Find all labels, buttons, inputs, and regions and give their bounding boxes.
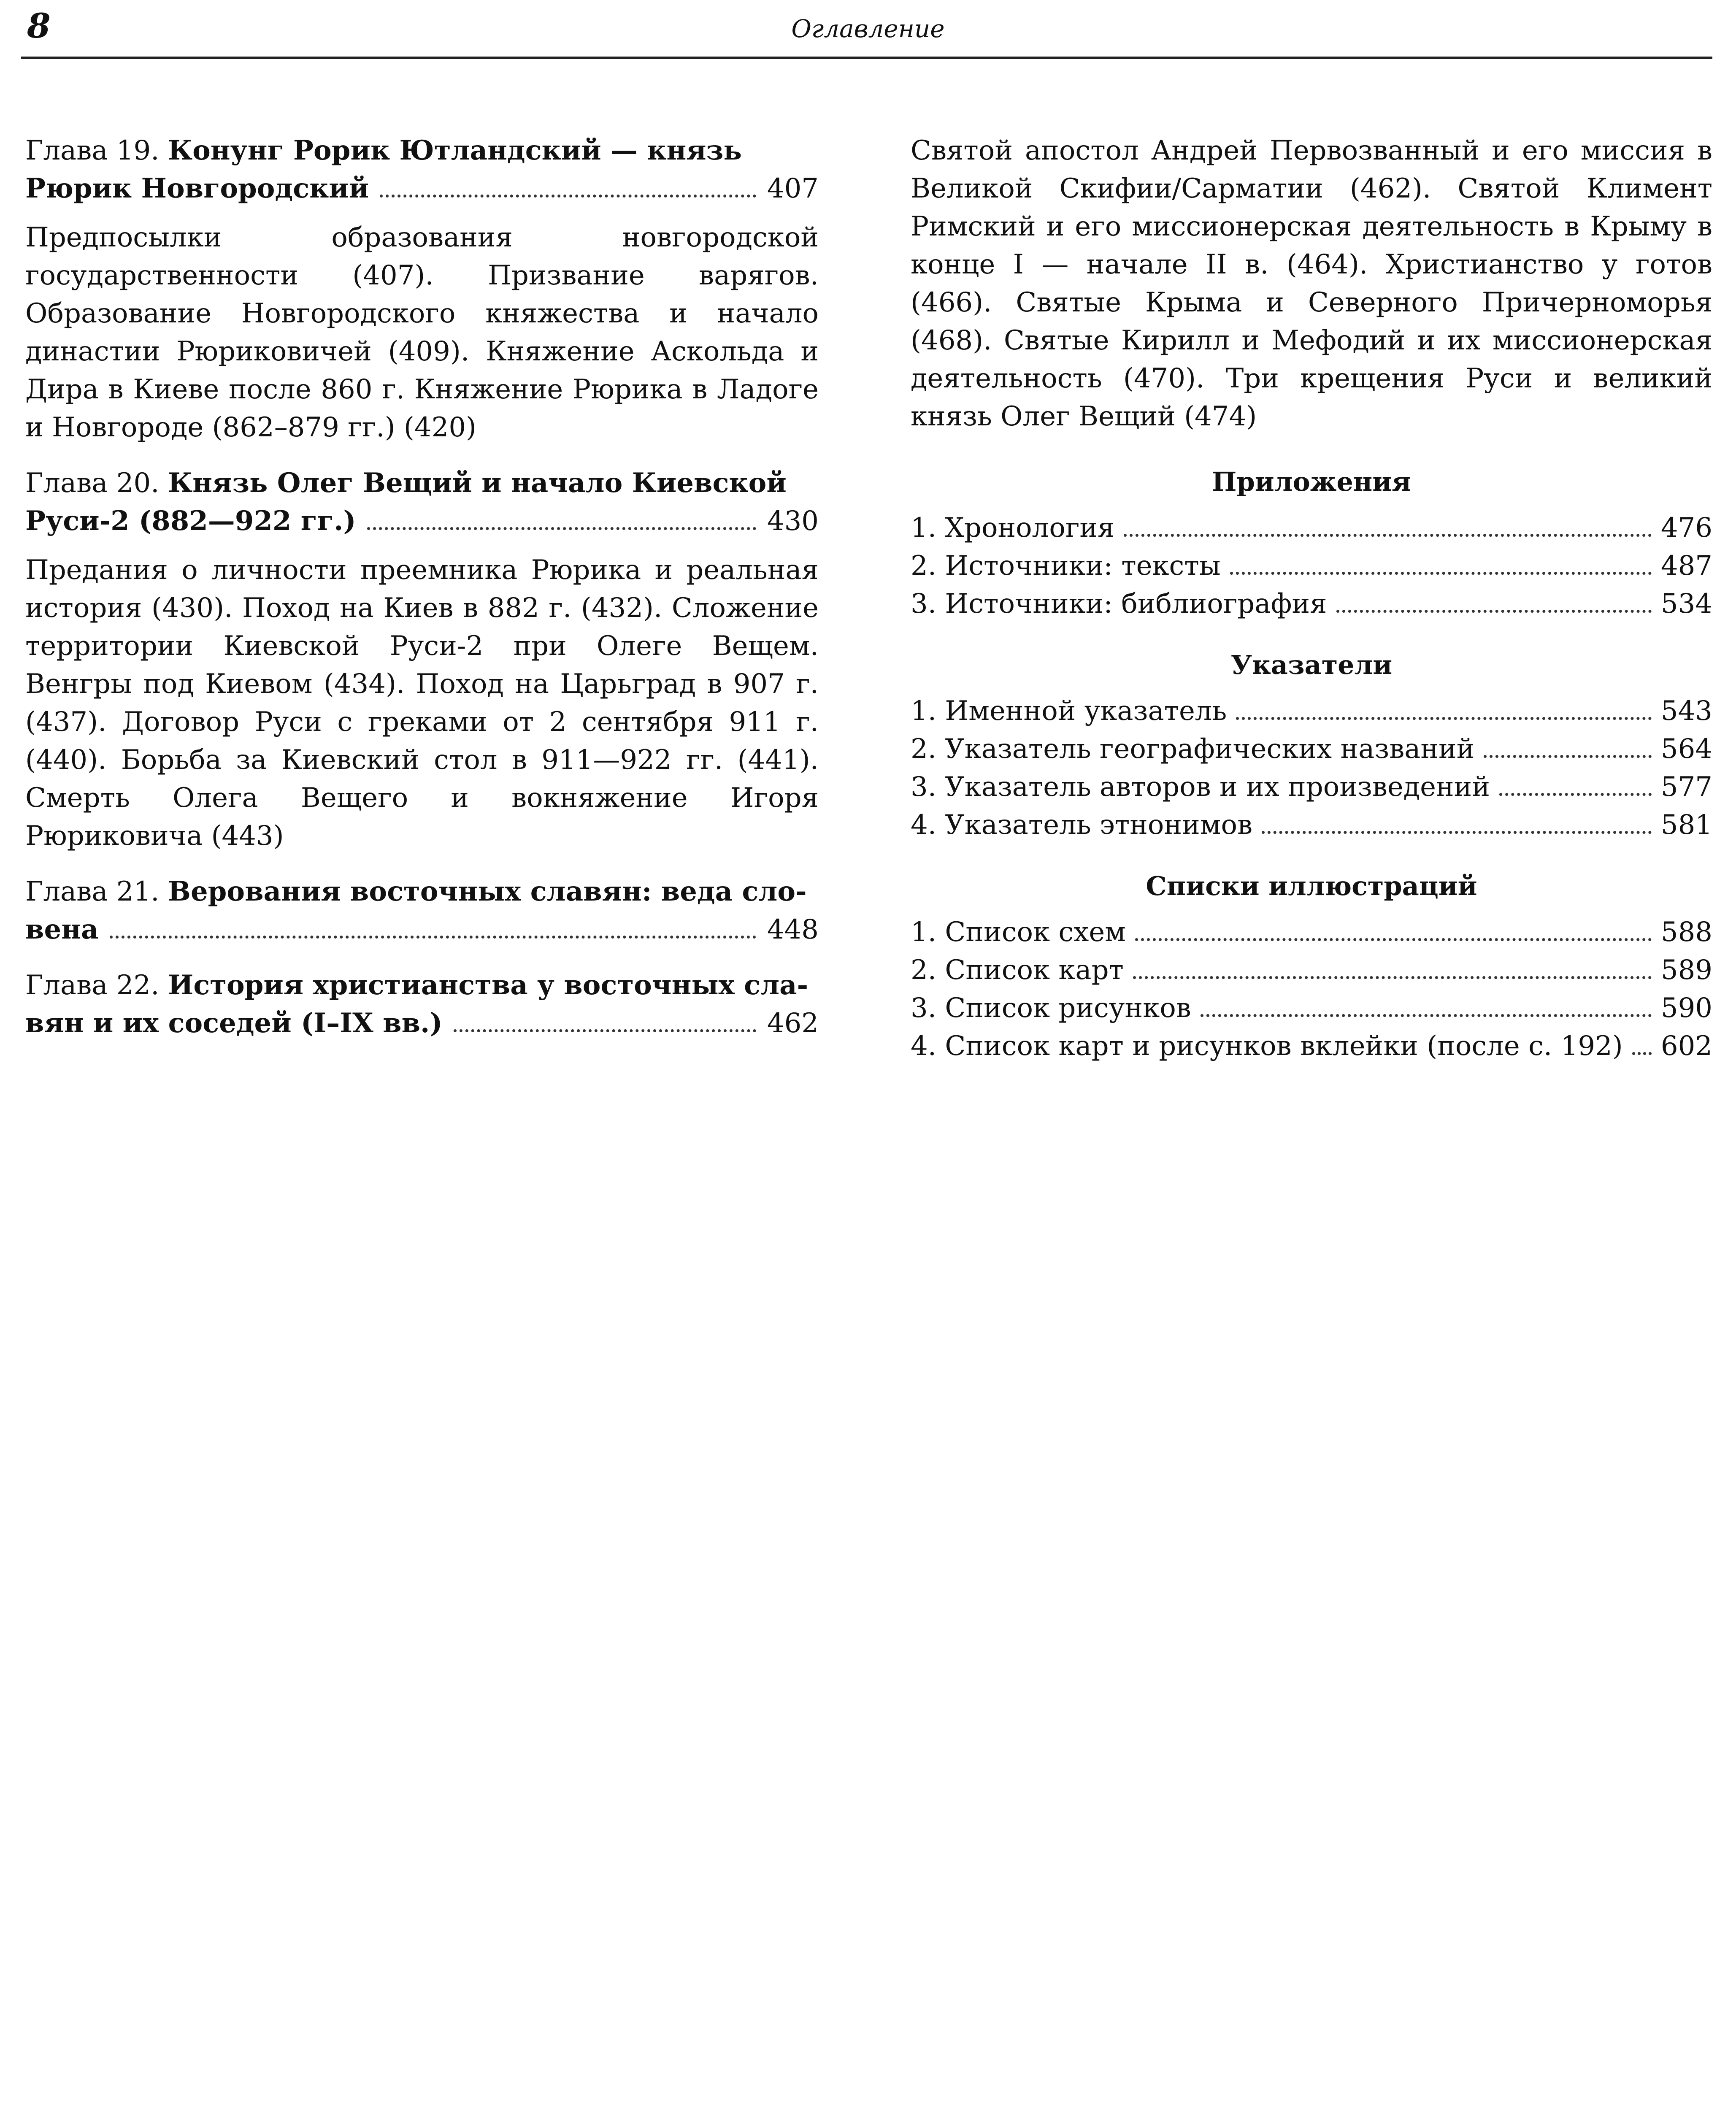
chapter-title[interactable] xyxy=(25,873,819,911)
dot-leader xyxy=(1133,976,1652,979)
toc-item-label: 1. Именной указатель xyxy=(911,695,1227,727)
chapter-name-cont: Руси-2 (882—922 гг.) xyxy=(25,505,356,537)
chapter-name: Князь Олег Вещий и начало Киевской xyxy=(168,467,787,499)
chapter-name: Верования восточных славян: веда сло- xyxy=(168,876,807,907)
toc-item[interactable] xyxy=(911,509,1712,547)
dot-leader xyxy=(1135,938,1652,941)
toc-item[interactable] xyxy=(911,989,1712,1027)
toc-item-label: 3. Список рисунков xyxy=(911,993,1191,1024)
chapter-title-last-line[interactable] xyxy=(25,911,819,949)
dot-leader xyxy=(1201,1014,1652,1017)
chapter-description: Предпосылки образования новгородской государственности (407). Призвание варягов. Образование Новгородского княжества и начало династии Рюриковичей (409). Княжение Аскольда и Дира в Киеве после 860 г. Княжение Рюрика в Ладоге и Новгороде (862–879 гг.) (420) xyxy=(25,222,819,443)
page-ref: 590 xyxy=(1660,993,1712,1024)
toc-item[interactable] xyxy=(911,1027,1712,1065)
dot-leader xyxy=(1230,572,1652,575)
chapter-title[interactable] xyxy=(25,966,819,1004)
section-indexes xyxy=(911,648,1712,844)
dot-leader xyxy=(367,527,756,530)
toc-item[interactable] xyxy=(911,768,1712,806)
toc-item-label: 2. Источники: тексты xyxy=(911,550,1221,582)
toc-list xyxy=(911,509,1712,623)
page-number: 8 xyxy=(27,6,51,46)
section-heading: Списки иллюстраций xyxy=(1146,871,1477,901)
page-ref: 407 xyxy=(767,173,819,204)
toc-item-label: 2. Список карт xyxy=(911,955,1124,986)
chapter-name-cont: Рюрик Новгородский xyxy=(25,173,369,204)
toc-item-label: 3. Указатель авторов и их произведений xyxy=(911,771,1490,803)
left-column xyxy=(25,132,819,1060)
toc-item[interactable] xyxy=(911,547,1712,585)
chapter-title[interactable] xyxy=(25,464,819,502)
chapter-label: Глава 22. xyxy=(25,970,160,1001)
dot-leader xyxy=(1236,717,1651,720)
page-ref: 448 xyxy=(767,914,819,945)
section-heading: Указатели xyxy=(1230,649,1393,680)
page-ref: 487 xyxy=(1660,550,1712,582)
dot-leader xyxy=(380,195,756,197)
page-ref: 430 xyxy=(767,506,819,537)
toc-item[interactable] xyxy=(911,730,1712,768)
chapter-22 xyxy=(25,966,819,1042)
toc-item-label: 4. Указатель этнонимов xyxy=(911,809,1253,841)
page-ref: 589 xyxy=(1660,955,1712,986)
chapter-name-cont: вена xyxy=(25,914,99,945)
chapter-name-cont: вян и их соседей (I–IX вв.) xyxy=(25,1007,443,1039)
page-ref: 476 xyxy=(1660,512,1712,544)
dot-leader xyxy=(454,1029,756,1032)
section-illustrations xyxy=(911,869,1712,1065)
page-ref: 581 xyxy=(1660,809,1712,841)
page-ref: 577 xyxy=(1660,771,1712,803)
chapter-name: История христианства у восточных сла- xyxy=(168,969,809,1001)
section-appendices xyxy=(911,465,1712,623)
chapter-21 xyxy=(25,873,819,949)
page-ref: 602 xyxy=(1660,1031,1712,1062)
dot-leader xyxy=(1632,1052,1652,1055)
section-heading: Приложения xyxy=(1211,466,1412,497)
chapter-name: Конунг Рорик Ютландский — князь xyxy=(168,135,742,166)
chapter-label: Глава 19. xyxy=(25,135,160,166)
running-title: Оглавление xyxy=(791,14,945,43)
chapter-label: Глава 20. xyxy=(25,468,160,499)
chapter-title-last-line[interactable] xyxy=(25,502,819,540)
chapter-22-description: Святой апостол Андрей Первозванный и его миссия в Великой Скифии/Сарматии (462). Святой Климент Римский и его миссионерская деятельность в Крыму в конце I — начале II в. (464). Христианство у готов (466). Святые Крыма и Северного Причерноморья (468). Святые Кирилл и Мефодий и их миссионерская деятельность (470). Три крещения Руси и великий князь Олег Вещий (474) xyxy=(911,135,1712,432)
toc-item[interactable] xyxy=(911,806,1712,844)
page-header xyxy=(24,6,1712,48)
toc-item[interactable] xyxy=(911,913,1712,951)
chapter-title[interactable] xyxy=(25,132,819,170)
toc-item[interactable] xyxy=(911,585,1712,623)
chapter-label: Глава 21. xyxy=(25,876,160,907)
header-rule xyxy=(21,57,1712,59)
toc-item-label: 3. Источники: библиография xyxy=(911,588,1327,619)
toc-list xyxy=(911,913,1712,1065)
chapter-title-last-line[interactable] xyxy=(25,1004,819,1042)
dot-leader xyxy=(110,936,756,939)
toc-list xyxy=(911,692,1712,844)
right-column xyxy=(911,132,1712,1090)
toc-item-label: 2. Указатель географических названий xyxy=(911,733,1475,765)
toc-item-label: 1. Хронология xyxy=(911,512,1115,544)
dot-leader xyxy=(1262,831,1652,834)
chapter-19 xyxy=(25,132,819,446)
toc-item-label: 4. Список карт и рисунков вклейки (после с. 192) xyxy=(911,1031,1623,1062)
toc-item[interactable] xyxy=(911,692,1712,730)
page-ref: 534 xyxy=(1660,588,1712,619)
chapter-description: Предания о личности преемника Рюрика и реальная история (430). Поход на Киев в 882 г. (432). Сложение территории Киевской Руси-2 при Олеге Вещем. Венгры под Киевом (434). Поход на Царьград в 907 г. (437). Договор Руси с греками от 2 сентября 911 г. (440). Борьба за Киевский стол в 911—922 гг. (441). Смерть Олега Вещего и вокняжение Игоря Рюриковича (443) xyxy=(25,555,819,852)
chapter-20 xyxy=(25,464,819,855)
page-ref: 588 xyxy=(1660,917,1712,948)
dot-leader xyxy=(1484,755,1652,758)
page-ref: 564 xyxy=(1660,733,1712,765)
toc-item[interactable] xyxy=(911,951,1712,989)
dot-leader xyxy=(1124,534,1651,537)
chapter-title-last-line[interactable] xyxy=(25,170,819,208)
page-ref: 543 xyxy=(1660,695,1712,727)
page-ref: 462 xyxy=(767,1008,819,1039)
toc-item-label: 1. Список схем xyxy=(911,917,1126,948)
dot-leader xyxy=(1499,793,1652,796)
dot-leader xyxy=(1336,610,1652,613)
